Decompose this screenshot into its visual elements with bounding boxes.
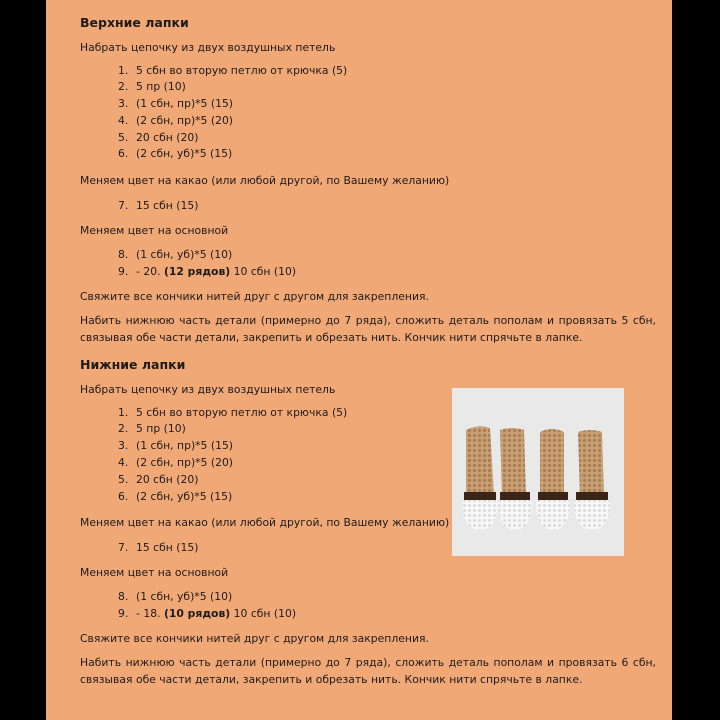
list-item: 2. 5 пр (10) <box>118 80 186 94</box>
paw-4 <box>574 430 610 530</box>
crocheted-paws-photo <box>452 388 624 556</box>
main-color-text: Меняем цвет на основной <box>80 223 229 237</box>
list-item: 3. (1 сбн, пр)*5 (15) <box>118 97 234 111</box>
rows-list-8-9 <box>80 247 656 281</box>
list-item: 8. (1 сбн, уб)*5 (10) <box>118 590 233 604</box>
list-item: 6. (2 сбн, уб)*5 (15) <box>118 147 233 161</box>
list-item: 5. 20 сбн (20) <box>118 130 199 144</box>
list-item: 7. 15 сбн (15) <box>118 540 199 554</box>
section-title-upper-paws: Верхние лапки <box>80 15 189 30</box>
rows-list-8-9 <box>80 589 656 623</box>
tie-ends-text: Свяжите все кончики нитей друг с другом для закрепления. <box>80 289 429 303</box>
paw-1 <box>462 426 498 530</box>
list-item: 9. - 20. (12 рядов) 10 сбн (10) <box>118 264 297 278</box>
list-item: 8. (1 сбн, уб)*5 (10) <box>118 248 233 262</box>
intro-text: Набрать цепочку из двух воздушных петель <box>80 383 336 397</box>
section-title-lower-paws: Нижние лапки <box>80 357 186 373</box>
intro-text: Набрать цепочку из двух воздушных петель <box>80 41 336 54</box>
finish-text: Набить нижнюю часть детали (примерно до 7 ряда), сложить деталь пополам и провязать 5 сбн, связывая обе части детали, закрепить и обрезать нить. Кончик нити спрячьте в лапке. <box>80 314 656 344</box>
tie-ends-text: Свяжите все кончики нитей друг с другом для закрепления. <box>80 631 429 645</box>
color-change-text: Меняем цвет на какао (или любой другой, по Вашему желанию) <box>80 516 450 530</box>
paw-3 <box>536 429 570 530</box>
list-item: 2. 5 пр (10) <box>118 422 186 436</box>
list-item: 1. 5 сбн во вторую петлю от крючка (5) <box>118 63 348 77</box>
list-item: 9. - 18. (10 рядов) 10 сбн (10) <box>118 607 297 621</box>
list-item: 5. 20 сбн (20) <box>118 472 199 486</box>
document-page <box>46 0 672 720</box>
list-item: 4. (2 сбн, пр)*5 (20) <box>118 113 234 127</box>
paw-2 <box>498 428 532 530</box>
list-item: 6. (2 сбн, уб)*5 (15) <box>118 489 233 503</box>
list-item: 1. 5 сбн во вторую петлю от крючка (5) <box>118 405 348 419</box>
list-item: 4. (2 сбн, пр)*5 (20) <box>118 456 234 470</box>
main-color-text: Меняем цвет на основной <box>80 565 229 579</box>
color-change-text: Меняем цвет на какао (или любой другой, по Вашему желанию) <box>80 174 450 188</box>
document-content <box>80 14 656 688</box>
rows-list-1-6 <box>80 63 656 164</box>
list-item: 7. 15 сбн (15) <box>118 198 199 212</box>
list-item: 3. (1 сбн, пр)*5 (15) <box>118 439 234 453</box>
finish-text: Набить нижнюю часть детали (примерно до 7 ряда), сложить деталь пополам и провязать 6 сбн, связывая обе части детали, закрепить и обрезать нить. Кончик нити спрячьте в лапке. <box>80 656 656 686</box>
rows-list-7 <box>80 198 656 215</box>
paws-illustration <box>452 388 624 556</box>
